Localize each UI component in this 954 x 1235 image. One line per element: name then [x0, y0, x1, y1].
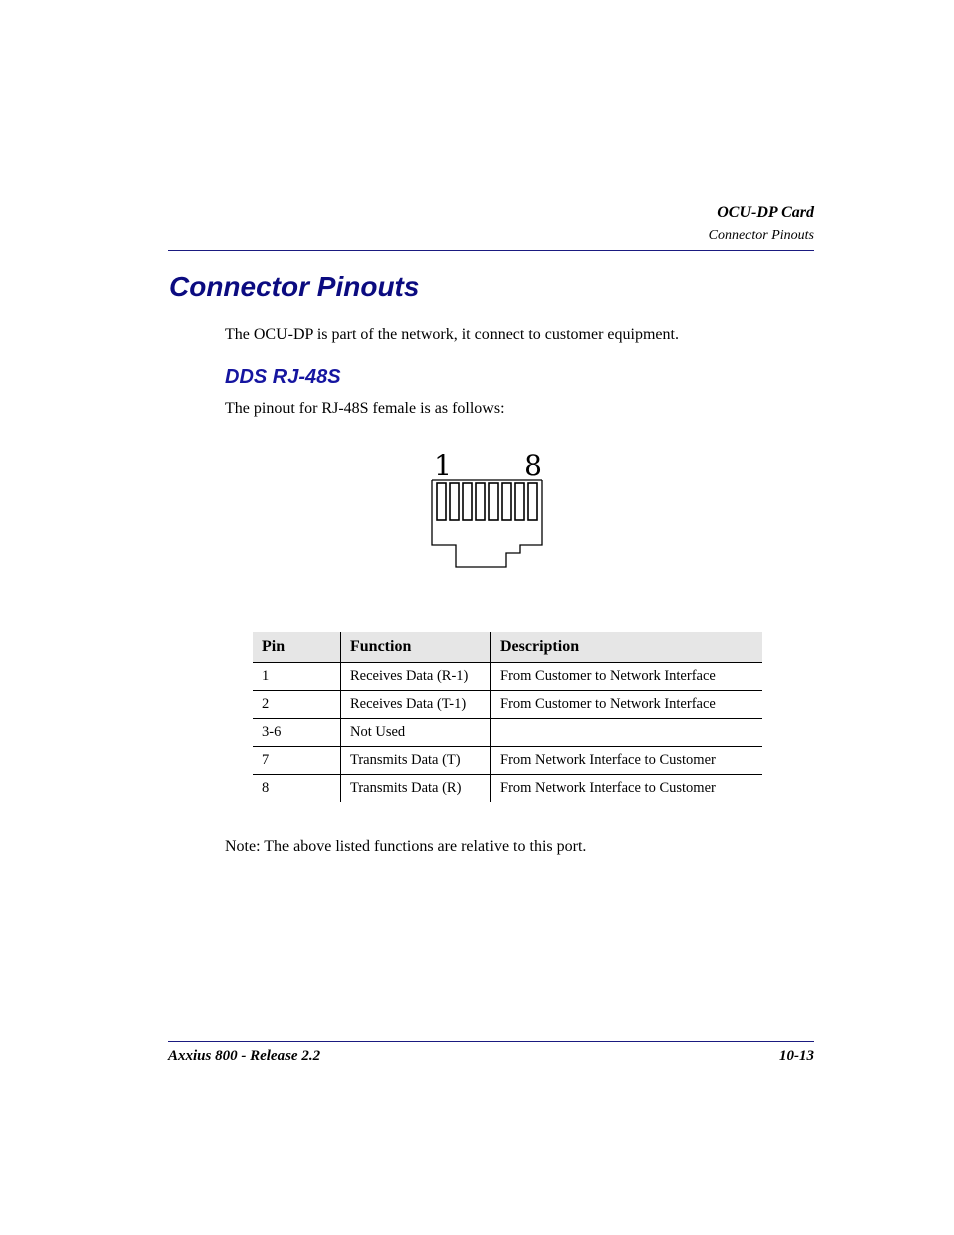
pin-contact-6 [502, 483, 511, 520]
pin-contact-8 [528, 483, 537, 520]
section-intro: The OCU-DP is part of the network, it connect to customer equipment. [225, 326, 679, 343]
col-header-pin: Pin [253, 632, 341, 663]
table-row [253, 719, 762, 747]
pin-contact-1 [437, 483, 446, 520]
cell-description [491, 719, 763, 747]
pin-label-last: 8 [524, 449, 542, 482]
cell-pin: 7 [253, 747, 341, 775]
table-row [253, 663, 762, 691]
pin-contact-5 [489, 483, 498, 520]
subsection-intro: The pinout for RJ-48S female is as follows: [225, 400, 505, 417]
cell-function: Transmits Data (R) [341, 775, 491, 803]
pin-contact-3 [463, 483, 472, 520]
header-rule [168, 250, 814, 251]
pin-contact-7 [515, 483, 524, 520]
table-row [253, 691, 762, 719]
cell-function: Receives Data (R-1) [341, 663, 491, 691]
cell-description: From Network Interface to Customer [491, 747, 763, 775]
table-header-row [253, 632, 762, 663]
subsection-title: DDS RJ-48S [225, 366, 341, 388]
cell-description: From Customer to Network Interface [491, 663, 763, 691]
cell-pin: 3-6 [253, 719, 341, 747]
cell-function: Receives Data (T-1) [341, 691, 491, 719]
table-row [253, 747, 762, 775]
cell-description: From Network Interface to Customer [500, 780, 716, 796]
table-row [253, 775, 762, 803]
rj48s-connector-diagram [420, 442, 560, 577]
cell-pin: 2 [253, 691, 341, 719]
running-header-title: OCU-DP Card [717, 204, 814, 221]
footer-rule [168, 1041, 814, 1042]
connector-outline [432, 480, 542, 567]
footnote: Note: The above listed functions are relative to this port. [225, 838, 587, 855]
cell-pin: 8 [253, 775, 341, 803]
footer-page-number: 10-13 [779, 1048, 814, 1064]
running-header-subtitle: Connector Pinouts [708, 228, 814, 243]
pin-label-first: 1 [434, 449, 452, 482]
section-title: Connector Pinouts [169, 271, 420, 302]
cell-pin: 1 [253, 663, 341, 691]
pinout-table [253, 632, 762, 802]
cell-function: Not Used [341, 719, 491, 747]
col-header-function: Function [341, 632, 491, 663]
footer-product: Axxius 800 - Release 2.2 [168, 1048, 321, 1064]
pin-contact-4 [476, 483, 485, 520]
cell-description: From Customer to Network Interface [491, 691, 763, 719]
col-header-description: Description [491, 632, 763, 663]
cell-function: Transmits Data (T) [341, 747, 491, 775]
connector-pins [437, 483, 537, 520]
pin-contact-2 [450, 483, 459, 520]
